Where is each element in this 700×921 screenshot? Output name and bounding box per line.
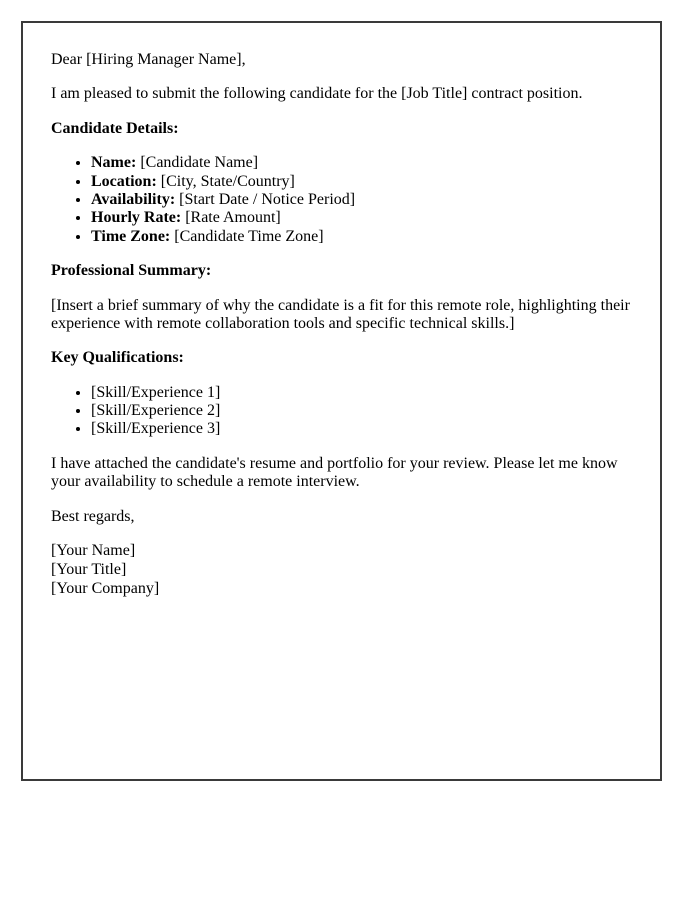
closing-paragraph: I have attached the candidate's resume and portfolio for your review. Please let me know your availability to schedule a remote interview. — [51, 454, 618, 491]
candidate-detail-item — [91, 191, 632, 209]
candidate-detail-item — [91, 154, 632, 172]
candidate-details-list — [51, 154, 632, 246]
detail-value: [Rate Amount] — [185, 209, 281, 227]
qualification-text: [Skill/Experience 1] — [91, 383, 221, 401]
detail-value: [Start Date / Notice Period] — [179, 190, 356, 208]
qualification-item — [91, 384, 632, 402]
detail-value: [Candidate Time Zone] — [174, 227, 324, 245]
signature-name: [Your Name] — [51, 542, 136, 560]
candidate-detail-item — [91, 209, 632, 227]
professional-summary-body: [Insert a brief summary of why the candidate is a fit for this remote role, highlighting their experience with remote collaboration tools and specific technical skills.] — [51, 296, 630, 332]
candidate-details-heading: Candidate Details: — [51, 119, 179, 137]
signature-company: [Your Company] — [51, 579, 160, 597]
letter-page — [21, 21, 662, 781]
detail-label: Time Zone: — [91, 227, 171, 245]
key-qualifications-list — [51, 384, 632, 439]
signature-title: [Your Title] — [51, 560, 127, 578]
signoff: Best regards, — [51, 507, 135, 525]
detail-label: Location: — [91, 172, 157, 190]
detail-label: Availability: — [91, 190, 176, 208]
intro-paragraph: I am pleased to submit the following candidate for the [Job Title] contract position. — [51, 85, 583, 103]
candidate-detail-item — [91, 228, 632, 246]
key-qualifications-heading: Key Qualifications: — [51, 349, 184, 367]
signature-block — [51, 542, 632, 599]
detail-value: [Candidate Name] — [140, 154, 259, 172]
qualification-text: [Skill/Experience 3] — [91, 420, 221, 438]
qualification-item — [91, 420, 632, 438]
qualification-text: [Skill/Experience 2] — [91, 402, 221, 420]
detail-label: Hourly Rate: — [91, 209, 182, 227]
candidate-detail-item — [91, 173, 632, 191]
detail-value: [City, State/Country] — [160, 172, 295, 190]
qualification-item — [91, 402, 632, 420]
detail-label: Name: — [91, 154, 137, 172]
salutation: Dear [Hiring Manager Name], — [51, 51, 246, 68]
professional-summary-heading: Professional Summary: — [51, 262, 212, 280]
